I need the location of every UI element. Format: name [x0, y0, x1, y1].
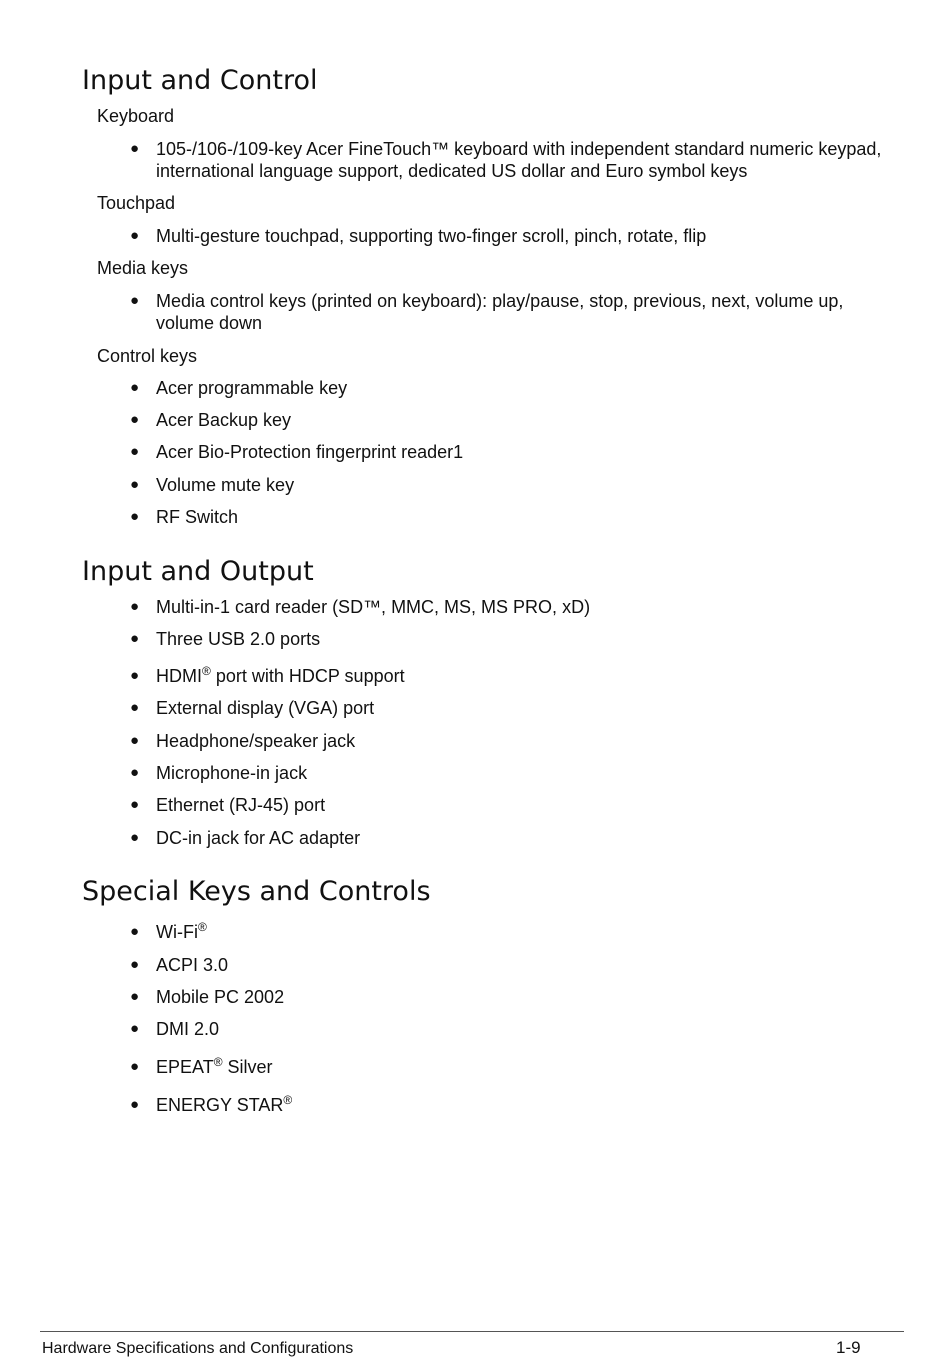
hdmi-label: HDMI	[156, 666, 202, 686]
list-item	[130, 954, 890, 976]
list-item-text	[156, 1056, 890, 1078]
list-item	[130, 1094, 890, 1116]
list-item-text: Acer programmable key	[156, 378, 348, 398]
list-item	[130, 506, 890, 528]
list-item	[130, 441, 890, 463]
bullet-icon: ●	[130, 796, 140, 813]
list-item	[130, 1018, 890, 1040]
page-number: 1-9	[836, 1338, 861, 1357]
list-item	[130, 1056, 890, 1078]
list-item-text	[156, 1094, 890, 1116]
list-item	[130, 794, 890, 816]
subheading-control-keys: Control keys	[97, 346, 198, 366]
bullet-icon: ●	[130, 732, 140, 749]
list-item-text: Microphone-in jack	[156, 763, 308, 783]
list-item	[130, 986, 890, 1008]
bullet-icon: ●	[130, 1096, 140, 1113]
registered-mark: ®	[213, 1055, 223, 1069]
list-item-text: Media control keys (printed on keyboard): play/pause, stop, previous, next, volume up, volume down	[156, 291, 844, 333]
list-item-text: DC-in jack for AC adapter	[156, 828, 361, 848]
section-heading-input-and-control: Input and Control	[82, 65, 318, 96]
bullet-icon: ●	[130, 476, 140, 493]
list-item	[130, 409, 890, 431]
list-item	[130, 697, 890, 719]
list-item-text: Headphone/speaker jack	[156, 731, 356, 751]
list-item-text: RF Switch	[156, 507, 239, 527]
footer-title: Hardware Specifications and Configurations	[42, 1340, 354, 1357]
list-item-text: 105-/106-/109-key Acer FineTouch™ keyboard with independent standard numeric keypad, international language support, dedicated US dollar and Euro symbol keys	[156, 139, 882, 181]
bullet-icon: ●	[130, 699, 140, 716]
list-item	[130, 730, 890, 752]
list-item	[130, 225, 890, 247]
list-item-text: Acer Backup key	[156, 410, 292, 430]
bullet-icon: ●	[130, 443, 140, 460]
list-item-text: DMI 2.0	[156, 1019, 220, 1039]
subheading-media-keys: Media keys	[97, 258, 189, 278]
bullet-icon: ●	[130, 667, 140, 684]
list-item-text: Three USB 2.0 ports	[156, 629, 321, 649]
epeat-label: EPEAT	[156, 1057, 214, 1077]
list-item	[130, 921, 890, 943]
bullet-icon: ●	[130, 227, 140, 244]
list-item-text	[156, 921, 890, 943]
section-heading-input-and-output: Input and Output	[82, 556, 314, 587]
list-item-text: Multi-in-1 card reader (SD™, MMC, MS, MS PRO, xD)	[156, 597, 591, 617]
bullet-icon: ●	[130, 829, 140, 846]
list-item-text: Multi-gesture touchpad, supporting two-finger scroll, pinch, rotate, flip	[156, 226, 707, 246]
hdmi-description: port with HDCP support	[210, 666, 405, 686]
epeat-level: Silver	[222, 1057, 273, 1077]
subheading-touchpad: Touchpad	[97, 193, 176, 213]
list-item-text: Ethernet (RJ-45) port	[156, 795, 326, 815]
bullet-icon: ●	[130, 1020, 140, 1037]
bullet-icon: ●	[130, 923, 140, 940]
bullet-icon: ●	[130, 598, 140, 615]
subheading-keyboard: Keyboard	[97, 106, 175, 126]
registered-mark: ®	[197, 920, 207, 934]
list-item	[130, 762, 890, 784]
list-item-text: Acer Bio-Protection fingerprint reader1	[156, 442, 464, 462]
list-item-text: ACPI 3.0	[156, 955, 229, 975]
bullet-icon: ●	[130, 956, 140, 973]
list-item	[130, 827, 890, 849]
bullet-icon: ●	[130, 292, 140, 309]
wifi-label: Wi-Fi	[156, 922, 198, 942]
list-item	[130, 474, 890, 496]
bullet-icon: ●	[130, 508, 140, 525]
list-item	[130, 628, 890, 650]
bullet-icon: ●	[130, 630, 140, 647]
list-item	[130, 596, 890, 618]
list-item	[130, 290, 890, 334]
list-item	[130, 377, 890, 399]
list-item-text: Volume mute key	[156, 475, 295, 495]
list-item-text	[156, 665, 890, 687]
bullet-icon: ●	[130, 411, 140, 428]
registered-mark: ®	[283, 1093, 293, 1107]
energy-star-label: ENERGY STAR	[156, 1095, 284, 1115]
bullet-icon: ●	[130, 764, 140, 781]
bullet-icon: ●	[130, 140, 140, 157]
bullet-icon: ●	[130, 988, 140, 1005]
list-item-text: Mobile PC 2002	[156, 987, 285, 1007]
list-item	[130, 665, 890, 687]
list-item-text: External display (VGA) port	[156, 698, 375, 718]
section-heading-special-keys-and-controls: Special Keys and Controls	[82, 876, 431, 907]
registered-mark: ®	[202, 664, 211, 678]
footer-divider	[40, 1331, 904, 1332]
bullet-icon: ●	[130, 379, 140, 396]
list-item	[130, 138, 890, 182]
bullet-icon: ●	[130, 1058, 140, 1075]
